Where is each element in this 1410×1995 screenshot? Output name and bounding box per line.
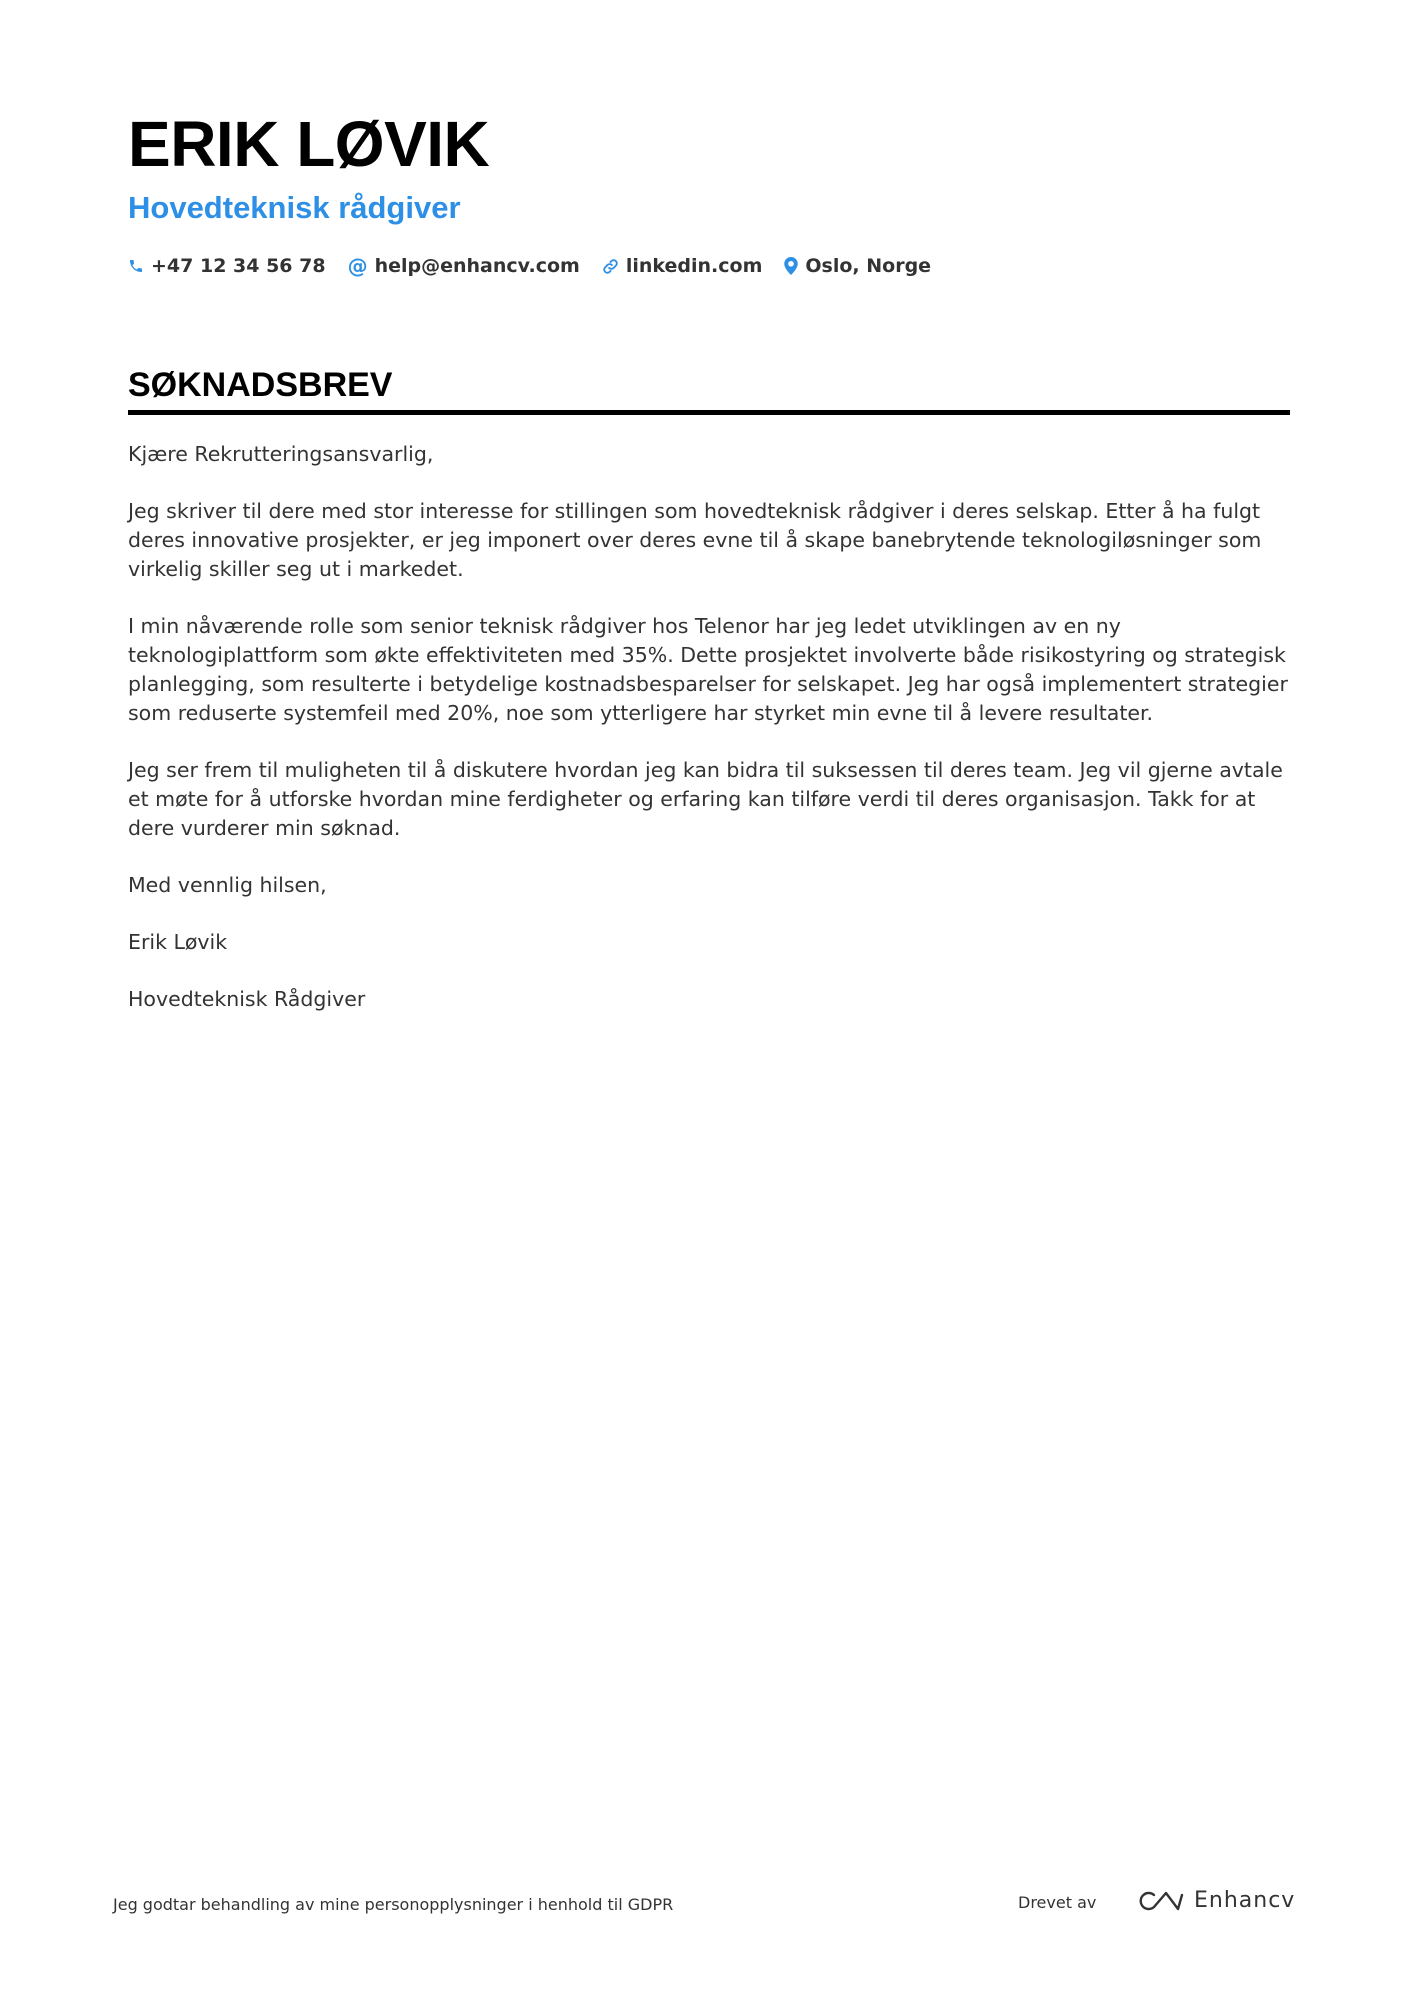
applicant-name: ERIK LØVIK <box>128 108 490 180</box>
phone-icon <box>128 258 144 274</box>
section-title: SØKNADSBREV <box>128 366 393 404</box>
brand-logo[interactable] <box>1138 1888 1295 1913</box>
section-divider <box>128 410 1290 415</box>
contact-linkedin[interactable] <box>602 255 763 277</box>
gdpr-consent: Jeg godtar behandling av mine personopplysninger i henhold til GDPR <box>113 1895 674 1914</box>
signature-title: Hovedteknisk Rådgiver <box>128 987 366 1011</box>
contact-location <box>784 255 931 277</box>
infinity-logo-icon <box>1138 1889 1184 1913</box>
paragraph-intro: Jeg skriver til dere med stor interesse for stillingen som hovedteknisk rådgiver i deres selskap. Etter å ha fulgt deres innovative prosjekter, er jeg imponert over deres evne til å skape banebrytende teknologiløsninger som virkelig skiller seg ut i markedet. <box>128 499 1262 581</box>
closing-salutation: Med vennlig hilsen, <box>128 873 327 897</box>
phone-text: +47 12 34 56 78 <box>151 255 326 277</box>
paragraph-closing: Jeg ser frem til muligheten til å diskutere hvordan jeg kan bidra til suksessen til deres team. Jeg vil gjerne avtale et møte for å utforske hvordan mine ferdigheter og erfaring kan tilføre verdi til deres organisasjon. Takk for at dere vurderer min søknad. <box>128 758 1283 840</box>
powered-by-label: Drevet av <box>1018 1893 1097 1912</box>
contact-bar <box>128 254 931 278</box>
contact-phone <box>128 255 326 277</box>
paragraph-experience: I min nåværende rolle som senior teknisk rådgiver hos Telenor har jeg ledet utviklingen av en ny teknologiplattform som økte effektiviteten med 35%. Dette prosjektet involverte både risikostyring og strategisk planlegging, som resulterte i betydelige kostnadsbesparelser for selskapet. Jeg har også implementert strategier som reduserte systemfeil med 20%, noe som ytterligere har styrket min evne til å levere resultater. <box>128 614 1288 725</box>
linkedin-text[interactable]: linkedin.com <box>625 255 763 277</box>
email-text[interactable]: help@enhancv.com <box>374 255 580 277</box>
letter-body <box>128 440 1290 1042</box>
brand-name[interactable]: Enhancv <box>1194 1888 1296 1913</box>
link-icon <box>602 258 619 275</box>
job-title: Hovedteknisk rådgiver <box>128 190 461 225</box>
at-icon: @ <box>347 254 368 278</box>
location-text: Oslo, Norge <box>805 255 932 277</box>
location-pin-icon <box>784 257 798 275</box>
contact-email[interactable] <box>348 254 580 278</box>
signature-name: Erik Løvik <box>128 930 228 954</box>
greeting: Kjære Rekrutteringsansvarlig, <box>128 442 434 466</box>
